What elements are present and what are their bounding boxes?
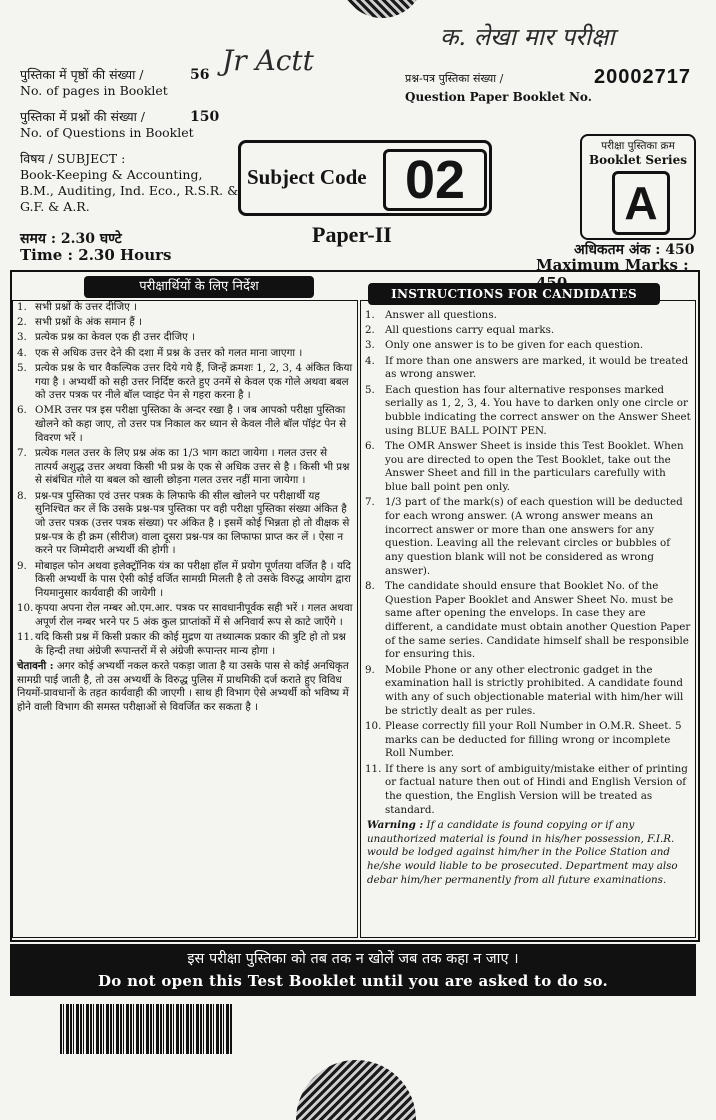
- list-item: 3. Only one answer is to be given for each question.: [365, 339, 644, 352]
- list-item: 10. कृपया अपना रोल नम्बर ओ.एम.आर. पत्रक पर सावधानीपूर्वक सही भरें । गलत अथवा अपूर्ण रोल नम्बर भरने पर 5 अंक कुल प्राप्तांकों में से अनिवार्य रूप से काटे जाएँगे ।: [17, 602, 353, 628]
- booklet-series-label-hi: परीक्षा पुस्तिका क्रम: [601, 140, 675, 152]
- list-item: 11. यदि किसी प्रश्न में किसी प्रकार की कोई मुद्रण या तथ्यात्मक प्रकार की त्रुटि हो तो प्रश्न के हिन्दी तथा अंग्रेजी रूपान्तरों में से अंग्रेजी रूपान्तर मान्य होगा ।: [17, 631, 346, 657]
- questions-label-en: No. of Questions in Booklet: [20, 125, 194, 140]
- list-item: 6. The OMR Answer Sheet is inside this Test Booklet. When you are directed to open the Test Booklet, take out the Answer Sheet and fill in the particulars carefully with blue ball point pen only.: [365, 439, 684, 493]
- booklet-series-box: [580, 134, 696, 240]
- marks-hi: अधिकतम अंक : 450: [574, 242, 695, 258]
- handwritten-note-right: क. लेखा मार परीक्षा: [440, 23, 615, 51]
- list-item: 1. Answer all questions.: [365, 309, 497, 321]
- warning-hi: [13, 660, 357, 715]
- time-en: Time : 2.30 Hours: [20, 246, 172, 264]
- paper-title: Paper-II: [312, 222, 392, 247]
- list-item: 9. Mobile Phone or any other electronic gadget in the examination hall is strictly prohibited. A candidate found with any of such objectionable material with him/her will be strictly dealt as per rules.: [365, 663, 684, 717]
- booklet-no-label-en: Question Paper Booklet No.: [405, 90, 592, 104]
- booklet-series-label-en: Booklet Series: [589, 153, 687, 167]
- list-item: 8. प्रश्न-पत्र पुस्तिका एवं उत्तर पत्रक के लिफाफे की सील खोलने पर परीक्षार्थी यह सुनिश्चित कर लें कि उसके प्रश्न-पत्र पुस्तिका पर वही परीक्षा पुस्तिका संख्या अंकित है जो उत्तर पत्रक (उत्तर पत्रक संख्या) पर अंकित है । इसमें कोई भिन्नता हो तो वीक्षक से प्रश्न-पत्र के ही क्रम (सीरीज) वाला दूसरा प्रश्न-पत्र का लिफाफा प्राप्त कर लें । ऐसा न करने पर जिम्मेदारी अभ्यर्थी की होगी ।: [17, 489, 350, 557]
- instructions-hi-list: [13, 301, 357, 659]
- warning-hi-label: चेतावनी :: [17, 660, 54, 673]
- list-item: 11. If there is any sort of ambiguity/mistake either of printing or factual nature then out of Hindi and English Version of the question, the English Version will be treated as standard.: [365, 762, 688, 816]
- list-item: 7. प्रत्येक गलत उत्तर के लिए प्रश्न अंक का 1/3 भाग काटा जायेगा । गलत उत्तर से तात्पर्य अशुद्ध उत्तर अथवा किसी भी प्रश्न के एक से अधिक उत्तर से है । किसी भी प्रश्न से संबंधित गोले या बबल को खाली छोड़ना गलत उत्तर नहीं माना जायेगा ।: [17, 447, 350, 487]
- booklet-no-value: 20002717: [594, 66, 691, 88]
- list-item: 7. 1/3 part of the mark(s) of each question will be deducted for each wrong answer. (A wrong answer means an incorrect answer or more than one answers for any question. Leaving all the relevant circles or bubbles of any question blank will not be considered as wrong answer).: [365, 496, 683, 577]
- do-not-open-hi: इस परीक्षा पुस्तिका को तब तक न खोलें जब तक कहा न जाए ।: [187, 951, 519, 967]
- handwritten-note-left: Jr Actt: [222, 44, 314, 77]
- list-item: 3. प्रत्येक प्रश्न का केवल एक ही उत्तर दीजिए ।: [17, 331, 195, 344]
- time-hi: समय : 2.30 घण्टे: [20, 231, 122, 247]
- do-not-open-en: Do not open this Test Booklet until you are asked to do so.: [97, 972, 609, 990]
- warning-en: [361, 819, 695, 888]
- marks-en: Maximum Marks :: [536, 256, 689, 274]
- list-item: 2. All questions carry equal marks.: [365, 324, 555, 337]
- questions-label-hi: पुस्तिका में प्रश्नों की संख्या /: [20, 109, 145, 124]
- instructions-hi-column: [12, 300, 358, 938]
- list-item: 8. The candidate should ensure that Booklet No. of the Question Paper Booklet and Answer Sheet No. must be same after opening the envelops. In case they are different, a candidate must obtain another Question Paper of the same series. Candidate himself shall be responsible for ensuring this.: [365, 579, 691, 661]
- subject-label: विषय / SUBJECT :: [20, 151, 126, 166]
- warning-en-label: Warning :: [367, 818, 424, 831]
- barcode: [60, 1004, 232, 1054]
- booklet-no-label-hi: प्रश्न-पत्र पुस्तिका संख्या /: [405, 72, 504, 85]
- pages-label-hi: पुस्तिका में पृष्ठों की संख्या /: [20, 67, 144, 82]
- list-item: 1. सभी प्रश्नों के उत्तर दीजिए ।: [17, 301, 137, 313]
- do-not-open-banner: [10, 944, 696, 996]
- list-item: 5. प्रत्येक प्रश्न के चार वैकल्पिक उत्तर दिये गये हैं, जिन्हें क्रमशः 1, 2, 3, 4 अंकित किया गया है । अभ्यर्थी को सही उत्तर निर्दिष्ट करते हुए उनमें से केवल एक गोले अथवा बबल को उत्तर पत्रक पर नीले बॉल प्वाइंट पेन से गहरा करना है ।: [17, 361, 353, 402]
- subject-line-1: Book-Keeping & Accounting,: [20, 167, 203, 182]
- seal-top: [340, 0, 424, 18]
- list-item: 4. एक से अधिक उत्तर देने की दशा में प्रश्न के उत्तर को गलत माना जाएगा ।: [17, 346, 303, 359]
- instructions-hi-heading: परीक्षार्थियों के लिए निर्देश: [84, 276, 314, 298]
- booklet-series-value: A: [612, 171, 670, 235]
- subject-code-value: 02: [383, 149, 487, 211]
- subject-line-2: B.M., Auditing, Ind. Eco., R.S.R. &: [20, 183, 239, 198]
- instructions-en-list: [361, 309, 695, 817]
- instructions-en-heading: INSTRUCTIONS FOR CANDIDATES: [368, 283, 660, 305]
- list-item: 2. सभी प्रश्नों के अंक समान हैं ।: [17, 316, 142, 329]
- warning-hi-text: अगर कोई अभ्यर्थी नकल करते पकड़ा जाता है या उसके पास से कोई अनधिकृत सामग्री पाई जाती है, तो उस अभ्यर्थी के विरुद्ध पुलिस में प्राथमिकी दर्ज कराते हुए विविध नियमों-प्रावधानों के तहत कार्यवाही की जाएगी । साथ ही विभाग ऐसे अभ्यर्थी को भविष्य में होने वाली विभाग की समस्त परीक्षाओं से विवर्जित कर सकता है ।: [17, 660, 349, 714]
- list-item: 5. Each question has four alternative responses marked serially as 1, 2, 3, 4. You have to darken only one circle or bubble indicating the correct answer on the Answer Sheet using BLUE BALL POINT PEN.: [365, 383, 691, 437]
- list-item: 4. If more than one answers are marked, it would be treated as wrong answer.: [365, 354, 689, 381]
- warning-en-text: If a candidate is found copying or if any unauthorized material is found in his/her possession, F.I.R. would be lodged against him/her in the Police Station and he/she would liable to be prosecuted. Department may also debar him/her permanently from all future examinations.: [367, 818, 678, 886]
- subject-line-3: G.F. & A.R.: [20, 199, 90, 214]
- seal-bottom: [296, 1060, 416, 1120]
- instructions-en-column: [360, 300, 696, 938]
- subject-code-label: Subject Code: [247, 165, 367, 189]
- questions-value: 150: [190, 109, 220, 125]
- pages-label-en: No. of pages in Booklet: [20, 83, 168, 98]
- pages-value: 56: [190, 67, 210, 83]
- list-item: 6. OMR उत्तर पत्र इस परीक्षा पुस्तिका के अन्दर रखा है । जब आपको परीक्षा पुस्तिका खोलने को कहा जाए, तो उत्तर पत्र निकाल कर ध्यान से केवल नीले बॉल पॉइंट पेन से विवरण भरें ।: [17, 404, 347, 444]
- subject-code-box: [238, 140, 492, 216]
- list-item: 10. Please correctly fill your Roll Number in O.M.R. Sheet. 5 marks can be deducted for filling wrong or incomplete Roll Number.: [365, 719, 682, 760]
- list-item: 9. मोबाइल फोन अथवा इलेक्ट्रॉनिक यंत्र का परीक्षा हॉल में प्रयोग पूर्णतया वर्जित है । यदि किसी अभ्यर्थी के पास ऐसी कोई वर्जित सामग्री मिलती है तो उसके विरुद्ध आयोग द्वारा नियमानुसार कार्यवाही की जायेगी ।: [17, 559, 351, 600]
